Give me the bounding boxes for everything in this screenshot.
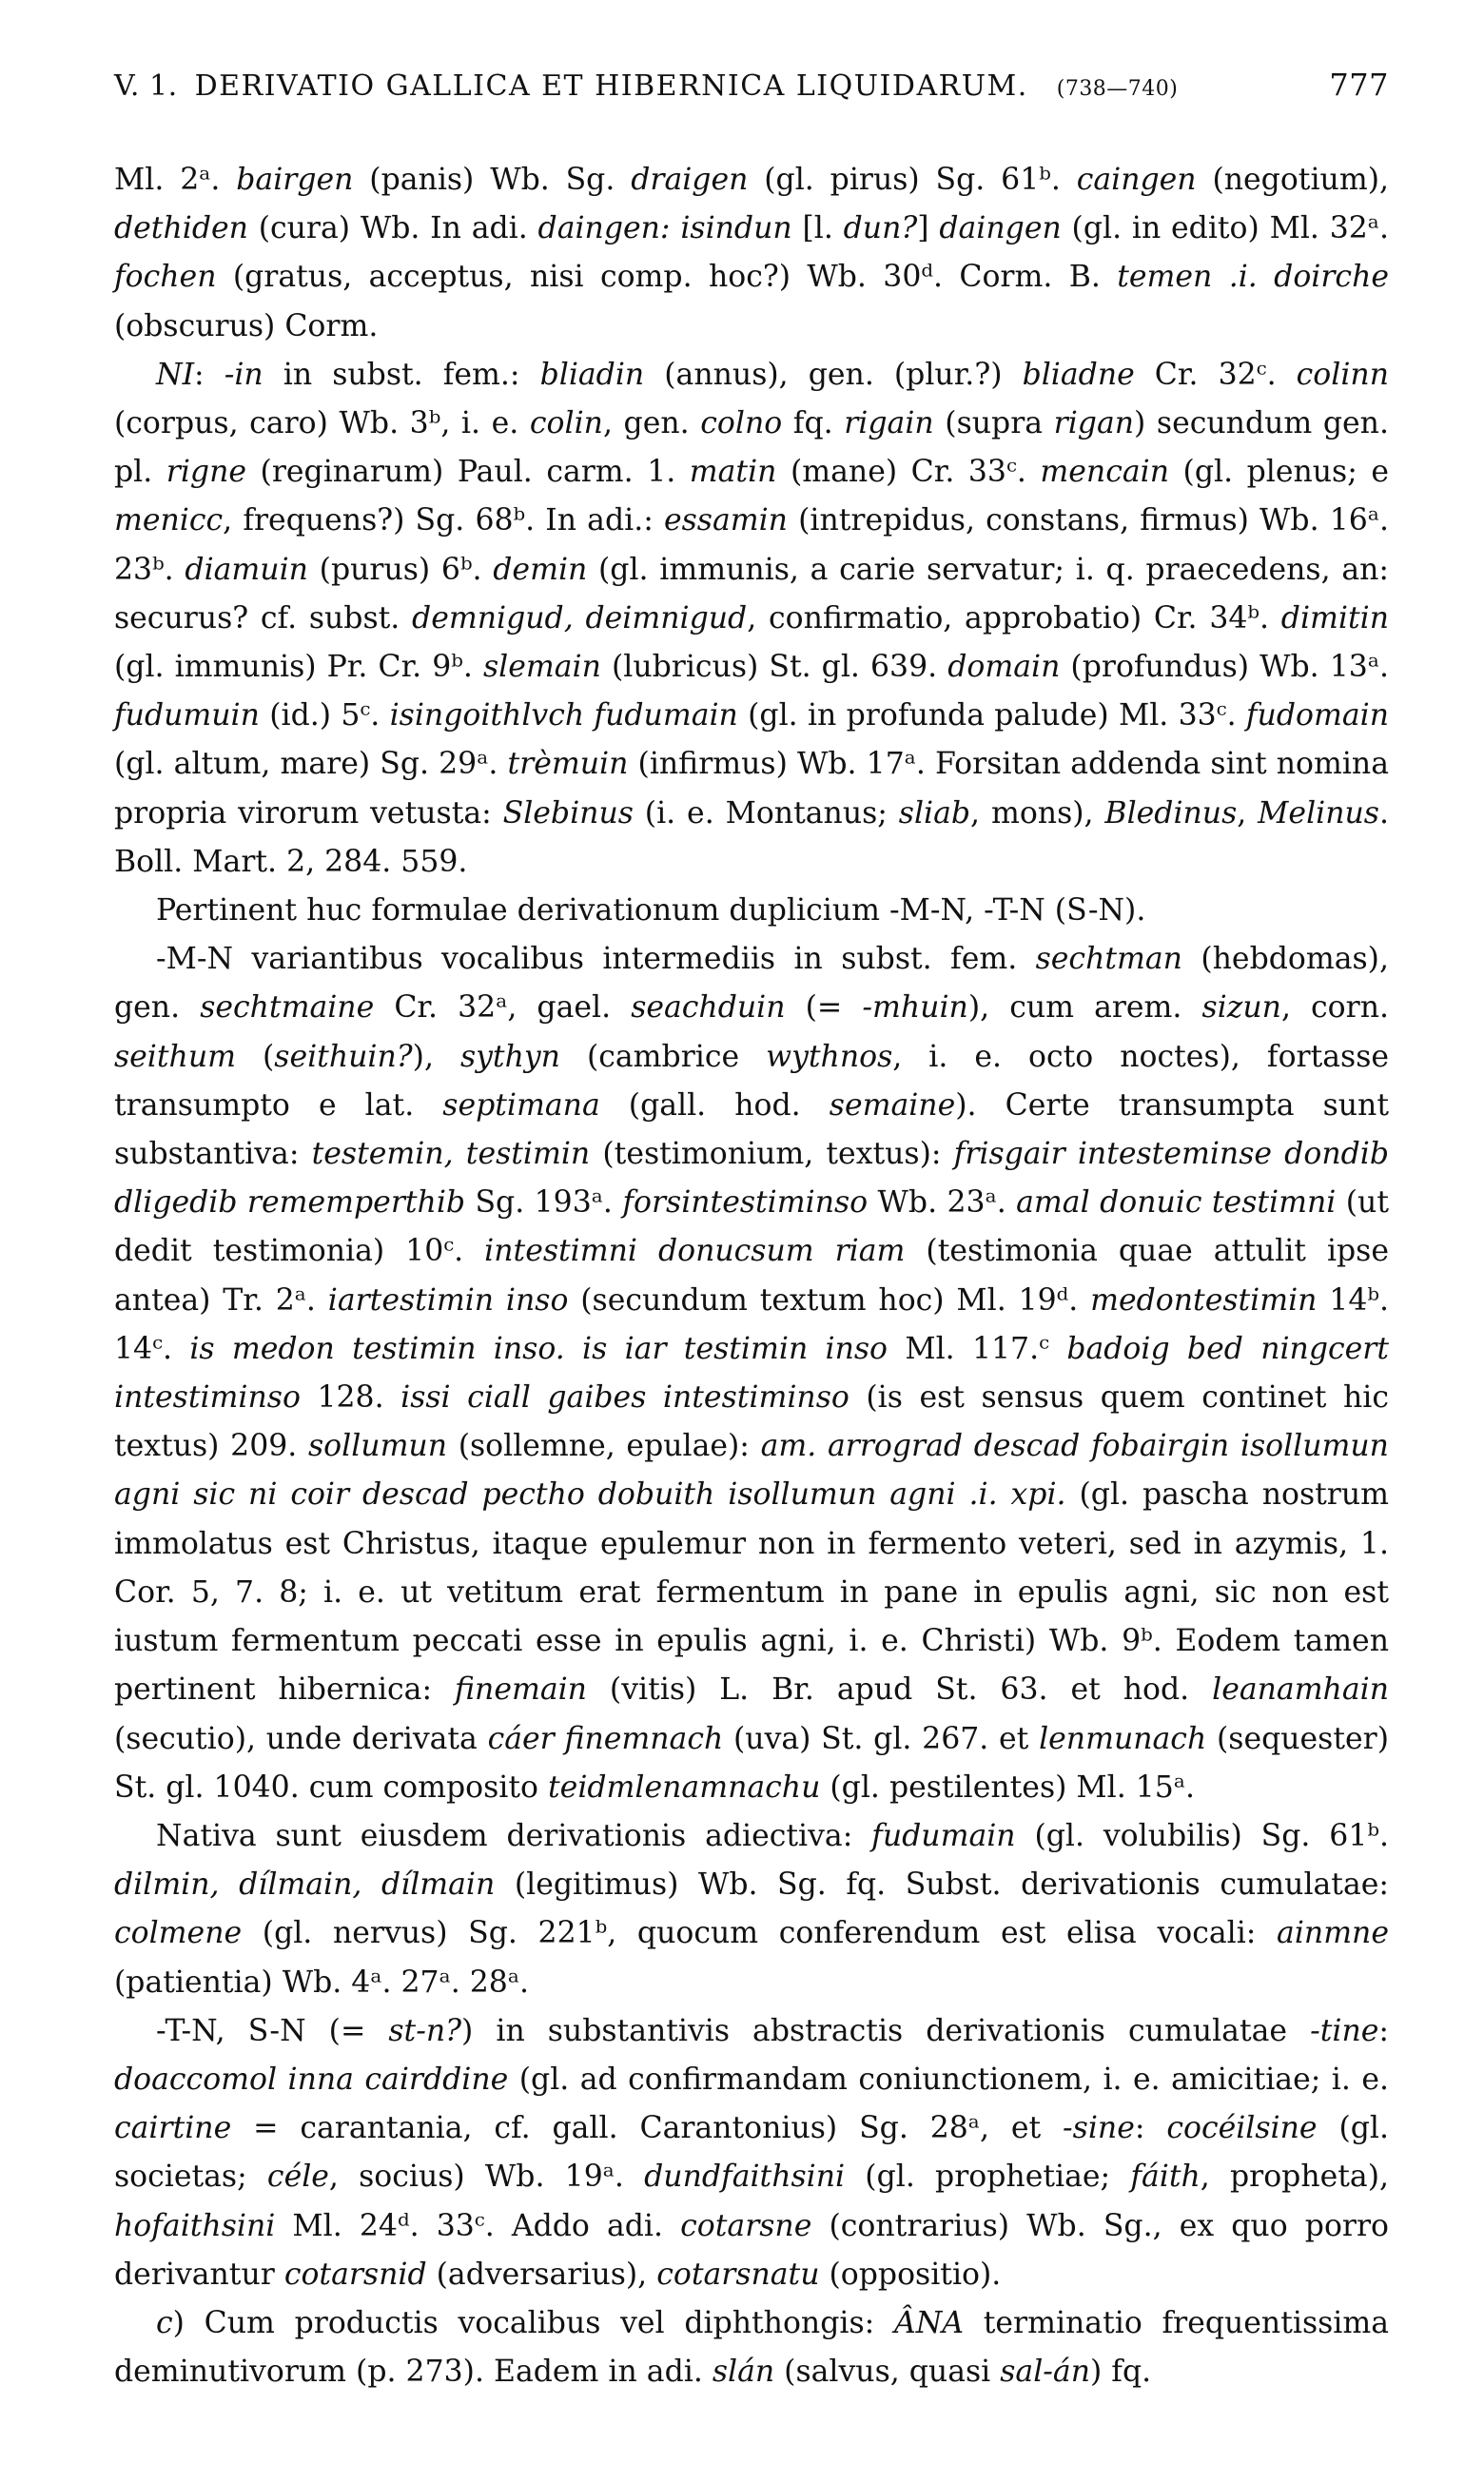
text-run: in subst. fem.: <box>263 357 540 392</box>
italic-term: dun? <box>843 211 918 246</box>
italic-term: dethiden <box>114 211 248 246</box>
italic-term: doaccomol inna cairddine <box>114 2062 509 2097</box>
italic-term: badoig bed ningcert intestiminso <box>114 1331 1390 1416</box>
text-run: (negotium), <box>1196 163 1390 197</box>
text-run: (corpus, caro) Wb. 3ᵇ, i. e. <box>114 406 530 441</box>
italic-term: cairtine <box>114 2111 232 2146</box>
text-run: Sg. 193ᵃ. <box>465 1185 623 1221</box>
text-run: (secutio), unde derivata <box>114 1721 488 1756</box>
text-run: (gl. pestilentes) Ml. 15ᵃ. <box>820 1769 1196 1805</box>
italic-term: -tine <box>1310 2013 1379 2048</box>
italic-term: lenmunach <box>1039 1721 1207 1756</box>
italic-term: NI <box>156 357 195 392</box>
italic-term: mencain <box>1040 455 1170 490</box>
text-run: Ml. 2ᵃ. <box>114 163 237 197</box>
text-run: (cambrice <box>559 1039 767 1074</box>
body-text <box>114 156 1389 2396</box>
italic-term: cocéilsine <box>1166 2111 1318 2146</box>
italic-term: cotarsnatu <box>656 2257 820 2292</box>
text-run: Pertinent huc formulae derivationum duplicium -M-N, -T-N (S-N). <box>156 893 1146 929</box>
text-run: (obscurus) Corm. <box>114 308 379 343</box>
italic-term: finemain <box>455 1672 587 1708</box>
text-run: ] <box>917 211 940 246</box>
text-run: Cr. 32ᶜ. <box>1134 357 1297 392</box>
italic-term: caingen <box>1076 163 1197 197</box>
italic-term: sizun <box>1201 990 1281 1026</box>
page-number: 777 <box>1329 67 1389 103</box>
italic-term: colmene <box>114 1916 243 1951</box>
paragraph <box>114 935 1389 1812</box>
italic-term: fudumain <box>871 1818 1016 1853</box>
italic-term: -sine <box>1063 2111 1135 2146</box>
italic-term: fáith <box>1130 2160 1201 2195</box>
italic-term: fudomain <box>1245 698 1389 733</box>
text-run: (gl. prophetiae; <box>845 2160 1131 2195</box>
running-title: DERIVATIO GALLICA ET HIBERNICA LIQUIDARUM. <box>194 69 1028 103</box>
text-run: ) secundum gen. pl. <box>114 406 1389 490</box>
text-run: Wb. 23ᵃ. <box>868 1185 1017 1221</box>
text-run: (patientia) Wb. 4ᵃ. 27ᵃ. 28ᵃ. <box>114 1965 530 2000</box>
text-run: (= <box>785 990 863 1026</box>
italic-term: bairgen <box>236 163 354 197</box>
text-run: (gl. ad confirmandam coniunctionem, i. e. amicitiae; i. e. <box>508 2062 1389 2097</box>
text-run: , propheta), <box>1200 2160 1390 2195</box>
italic-term: sal-án <box>1000 2355 1090 2390</box>
text-run: (gl. pascha nostrum immolatus est Christus, itaque epulemur non in fermento veteri, sed in azymis, 1. Cor. 5, 7. 8; i. e. ut vetitum erat fermentum in pane in epulis agni, sic non est iustum fermentum peccati esse in epulis agni, i. e. Christi) Wb. 9ᵇ. Eodem tamen pertinent hibernica: <box>114 1477 1389 1708</box>
text-run: ), <box>412 1039 460 1074</box>
header-left <box>114 69 1178 103</box>
italic-term: medontestimin <box>1090 1282 1318 1318</box>
text-run: fq. <box>782 406 845 441</box>
text-run: 14ᵇ. 14ᶜ. <box>114 1282 1389 1366</box>
text-run: (gl. immunis) Pr. Cr. 9ᵇ. <box>114 650 483 685</box>
italic-term: domain <box>947 650 1061 685</box>
text-run: (gl. societas; <box>114 2111 1389 2195</box>
italic-term: daingen: isindun <box>537 211 792 246</box>
italic-term: Slebinus <box>502 795 634 831</box>
italic-term: colinn <box>1296 357 1389 392</box>
text-run: (panis) Wb. Sg. <box>353 163 632 197</box>
italic-term: ainmne <box>1277 1916 1389 1951</box>
text-run: (gall. hod. <box>599 1087 830 1123</box>
italic-term: slemain <box>482 650 601 685</box>
text-run: (gl. volubilis) Sg. 61ᵇ. <box>1015 1818 1389 1853</box>
text-run: (gl. pirus) Sg. 61ᵇ. <box>748 163 1077 197</box>
italic-term: daingen <box>939 211 1062 246</box>
text-run: Ml. 24ᵈ. 33ᶜ. Addo adi. <box>275 2208 681 2243</box>
text-run: : <box>1134 2111 1167 2146</box>
italic-term: dimitin <box>1280 600 1389 635</box>
italic-term: demnigud, deimnigud <box>412 600 748 635</box>
text-run: Nativa sunt eiusdem derivationis adiectiva: <box>156 1818 872 1853</box>
italic-term: essamin <box>663 503 788 538</box>
text-run: (sequester) St. gl. 1040. cum composito <box>114 1721 1389 1805</box>
italic-term: intestimni donucsum riam <box>484 1234 906 1269</box>
italic-term: colin <box>529 406 603 441</box>
italic-term: cotarsnid <box>283 2257 427 2292</box>
text-run: [l. <box>791 211 844 246</box>
paragraph <box>114 2299 1389 2396</box>
text-run: (uva) St. gl. 267. et <box>723 1721 1040 1756</box>
text-run: -M-N variantibus vocalibus intermediis in subst. fem. <box>156 942 1036 977</box>
italic-term: colno <box>700 406 783 441</box>
italic-term: menicc <box>114 503 224 538</box>
italic-term: rigain <box>844 406 934 441</box>
text-run: , frequens?) Sg. 68ᵇ. In adi.: <box>223 503 664 538</box>
text-run: (gl. nervus) Sg. 221ᵇ, quocum conferendum est elisa vocali: <box>242 1916 1278 1951</box>
italic-term: dilmin, dílmain, dílmain <box>114 1867 496 1903</box>
text-run: = carantania, cf. gall. Carantonius) Sg. 28ᵃ, et <box>231 2111 1064 2146</box>
text-run: (gl. plenus; e <box>1169 455 1389 490</box>
text-run: (sollemne, epulae): <box>447 1429 761 1464</box>
italic-term: fochen <box>114 260 217 295</box>
text-run: (ut dedit testimonia) 10ᶜ. <box>114 1185 1389 1269</box>
italic-term: hofaithsini <box>114 2208 276 2243</box>
italic-term: sechtman <box>1035 942 1182 977</box>
text-run: , gen. <box>602 406 701 441</box>
section-range: (738—740) <box>1056 77 1179 101</box>
italic-term: sliab <box>898 795 971 831</box>
text-run: , corn. <box>1280 990 1389 1026</box>
text-run: (legitimus) Wb. Sg. fq. Subst. derivationis cumulatae: <box>495 1867 1389 1903</box>
italic-term: Melinus <box>1258 795 1379 831</box>
paragraph <box>114 1812 1389 2007</box>
italic-term: septimana <box>442 1087 600 1123</box>
italic-term: rigan <box>1053 406 1135 441</box>
document-page <box>114 67 1389 2435</box>
italic-term: dundfaithsini <box>644 2160 846 2195</box>
text-run: (testimonium, textus): <box>590 1137 954 1172</box>
text-run: (lubricus) St. gl. 639. <box>600 650 948 685</box>
italic-term: -mhuin <box>862 990 968 1026</box>
text-run: , confirmatio, approbatio) Cr. 34ᵇ. <box>747 600 1281 635</box>
italic-term: sechtmaine <box>200 990 375 1026</box>
italic-term: frisgair intesteminse dondib dligedib rememperthib <box>114 1137 1390 1221</box>
paragraph <box>114 156 1389 351</box>
text-run: (contrarius) Wb. Sg., ex quo porro derivantur <box>114 2208 1389 2292</box>
text-run: (supra <box>933 406 1054 441</box>
text-run: (testimonia quae attulit ipse antea) Tr. 2ᵃ. <box>114 1234 1389 1318</box>
text-run: Cr. 32ᵃ, gael. <box>374 990 632 1026</box>
italic-term: fudumuin <box>114 698 260 733</box>
text-run: (id.) 5ᶜ. <box>259 698 390 733</box>
text-run: , mons), <box>970 795 1105 831</box>
italic-term: am. arrograd descad fobairgin isollumun agni sic ni coir descad pectho dobuith isollumun agni .i. xpi. <box>114 1429 1389 1513</box>
text-run: (intrepidus, constans, firmus) Wb. 16ᵃ. 23ᵇ. <box>114 503 1389 587</box>
italic-term: rigne <box>166 455 247 490</box>
text-run: terminatio frequentissima deminutivorum (p. 273). Eadem in adi. <box>114 2305 1390 2390</box>
section-number: V. 1. <box>114 69 178 103</box>
text-run: (reginarum) Paul. carm. 1. <box>246 455 690 490</box>
italic-term: wythnos <box>766 1039 893 1074</box>
italic-term: st-n? <box>388 2013 462 2048</box>
running-header <box>114 67 1389 124</box>
text-run: (adversarius), <box>426 2257 657 2292</box>
italic-term: sollumun <box>308 1429 448 1464</box>
text-run: (is est sensus quem continet hic textus) 209. <box>114 1380 1390 1464</box>
text-run: ), cum arem. <box>967 990 1202 1026</box>
italic-term: forsintestiminso <box>622 1185 869 1221</box>
italic-term: Bledinus <box>1104 795 1238 831</box>
text-run: (infirmus) Wb. 17ᵃ. Forsitan addenda sint nomina propria virorum vetusta: <box>114 747 1389 831</box>
italic-term: cotarsne <box>680 2208 812 2243</box>
italic-term: slán <box>712 2355 775 2390</box>
italic-term: is medon testimin inso. is iar testimin inso <box>189 1331 888 1366</box>
text-run: (hebdomas), gen. <box>114 942 1389 1026</box>
text-run: ) fq. <box>1090 2355 1152 2390</box>
italic-term: céle <box>266 2160 329 2195</box>
italic-term: amal donuic testimni <box>1016 1185 1337 1221</box>
text-run: ) in substantivis abstractis derivationis cumulatae <box>461 2013 1311 2048</box>
italic-term: seithuin? <box>274 1039 413 1074</box>
italic-term: teidmlenamnachu <box>548 1769 821 1805</box>
text-run: (purus) 6ᵇ. <box>307 552 494 587</box>
text-run: (gl. in edito) Ml. 32ᵃ. <box>1061 211 1389 246</box>
italic-term: semaine <box>829 1087 956 1123</box>
italic-term: testemin, testimin <box>311 1137 591 1172</box>
text-run: (vitis) L. Br. apud St. 63. et hod. <box>586 1672 1213 1708</box>
text-run: -T-N, S-N (= <box>156 2013 389 2048</box>
text-run: (salvus, quasi <box>774 2355 1001 2390</box>
italic-term: draigen <box>631 163 749 197</box>
text-run: ( <box>235 1039 275 1074</box>
text-run: (i. e. Montanus; <box>633 795 899 831</box>
italic-term: bliadin <box>539 357 645 392</box>
text-run: : <box>1378 2013 1389 2048</box>
text-run: (oppositio). <box>819 2257 1002 2292</box>
text-run: (cura) Wb. In adi. <box>247 211 538 246</box>
text-run: ). Certe transumpta sunt substantiva: <box>114 1087 1389 1172</box>
italic-term: bliadne <box>1022 357 1135 392</box>
paragraph <box>114 887 1389 935</box>
italic-term: leanamhain <box>1212 1672 1389 1708</box>
italic-term: c <box>156 2305 173 2340</box>
text-run: (gratus, acceptus, nisi comp. hoc?) Wb. 30ᵈ. Corm. B. <box>216 260 1118 295</box>
italic-term: -in <box>224 357 264 392</box>
text-run: (profundus) Wb. 13ᵃ. <box>1060 650 1389 685</box>
text-run: (mane) Cr. 33ᶜ. <box>776 455 1041 490</box>
text-run: (gl. altum, mare) Sg. 29ᵃ. <box>114 747 508 782</box>
paragraph <box>114 2007 1389 2299</box>
italic-term: sythyn <box>459 1039 560 1074</box>
italic-term: ÂNA <box>893 2305 965 2340</box>
text-run: , socius) Wb. 19ᵃ. <box>328 2160 645 2195</box>
italic-term: diamuin <box>185 552 308 587</box>
italic-term: issi ciall gaibes intestiminso <box>400 1380 849 1416</box>
text-run: (annus), gen. (plur.?) <box>644 357 1023 392</box>
italic-term: matin <box>689 455 777 490</box>
italic-term: seachduin <box>631 990 786 1026</box>
text-run: 128. <box>300 1380 401 1416</box>
text-run: (gl. immunis, a carie servatur; i. q. praecedens, an: securus? cf. subst. <box>114 552 1389 635</box>
italic-term: demin <box>493 552 588 587</box>
paragraph <box>114 351 1389 887</box>
text-run: . Boll. Mart. 2, 284. 559. <box>114 795 1389 879</box>
italic-term: trèmuin <box>507 747 629 782</box>
text-run: ) Cum productis vocalibus vel diphthongis: <box>172 2305 894 2340</box>
text-run: Ml. 117.ᶜ <box>888 1331 1067 1366</box>
italic-term: isingoithlvch fudumain <box>389 698 738 733</box>
italic-term: cáer finemnach <box>487 1721 724 1756</box>
text-run: (gl. in profunda palude) Ml. 33ᶜ. <box>737 698 1246 733</box>
italic-term: temen .i. doirche <box>1117 260 1390 295</box>
text-run: , <box>1237 795 1259 831</box>
text-run: (secundum textum hoc) Ml. 19ᵈ. <box>568 1282 1091 1318</box>
text-run: : <box>194 357 225 392</box>
italic-term: iartestimin inso <box>327 1282 569 1318</box>
italic-term: seithum <box>114 1039 236 1074</box>
text-run: , i. e. octo noctes), fortasse transumpto e lat. <box>114 1039 1389 1123</box>
